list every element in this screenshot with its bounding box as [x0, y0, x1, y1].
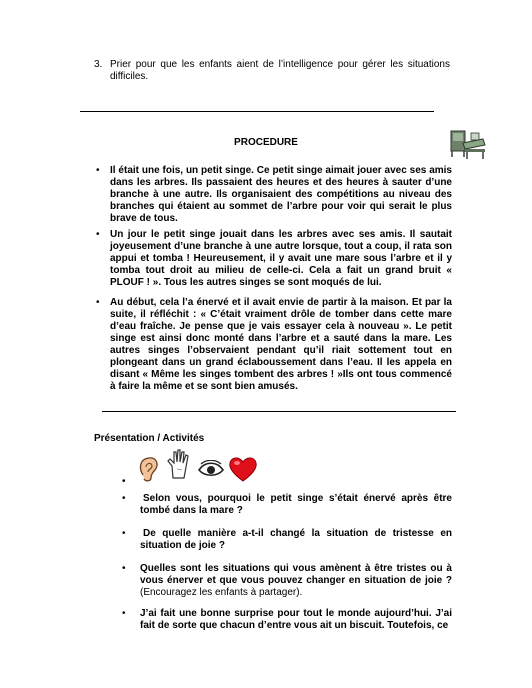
question-1: Selon vous, pourquoi le petit singe s’était énervé après être tombé dans la mare ? — [140, 493, 452, 516]
bullet: • — [96, 297, 100, 308]
procedure-paragraph-3: Au début, cela l’a énervé et il avait envie de partir à la maison. Et par la suite, il réfléchit : « C’était vraiment drôle de tomber dans cette mare d’eau fraîche. Je pense que je vais essayer cela à nouveau ». Le petit singe est ainsi donc monté dans l’arbre et a sauté dans la mare. Les autres singes l’observaient pendant qu’il riait sottement tout en plongeant dans un grand éclaboussement dans l’eau. Il les appela en disant « Même les singes tombent des arbres ! »Ils ont tous commencé à faire la même et se sont bien amusés. — [110, 297, 452, 392]
ear-icon — [137, 455, 161, 483]
bullet: • — [96, 165, 100, 176]
intro-number: 3. — [94, 59, 103, 70]
procedure-title: PROCEDURE — [234, 137, 298, 148]
procedure-paragraph-1: Il était une fois, un petit singe. Ce petit singe aimait jouer avec ses amis dans les arbres. Ils passaient des heures et des heures à sauter d’une branche à une autre. Ils organisaient des compétitions au niveau des branches qui étaient au sommet de l’arbre pour voir qui serait le plus brave de tous. — [110, 165, 452, 224]
intro-item-text: Prier pour que les enfants aient de l’intelligence pour gérer les situations difficiles. — [110, 59, 450, 82]
chalkboard-desk-icon — [449, 129, 487, 161]
bullet: • — [122, 563, 126, 574]
bullet: • — [122, 528, 126, 539]
question-2: De quelle manière a-t-il changé la situation de tristesse en situation de joie ? — [140, 528, 452, 551]
divider-bottom — [102, 411, 456, 412]
procedure-paragraph-2: Un jour le petit singe jouait dans les arbres avec ses amis. Il sautait joyeusement d’une branche à une autre lorsque, tout a coup, il rata son appui et tomba ! Heureusement, il y avait une mare sous l’arbre et il y tomba tout droit au milieu de celle-ci. Cela a fait un grand bruit « PLOUF ! ». Tous les autres singes se sont moqués de lui. — [110, 229, 452, 288]
bullet: • — [122, 608, 126, 619]
bullet: • — [96, 229, 100, 240]
eye-icon — [197, 460, 225, 478]
question-4: J’ai fait une bonne surprise pour tout le monde aujourd’hui. J’ai fait de sorte que chacun d’entre vous ait un biscuit. Toutefois, ce — [140, 608, 452, 631]
hand-icon — [165, 448, 193, 480]
bullet: • — [122, 493, 126, 504]
question-3-note: (Encouragez les enfants à partager). — [140, 587, 303, 598]
question-3 — [140, 563, 452, 599]
heart-icon — [228, 455, 258, 483]
question-3-text: Quelles sont les situations qui vous amènent à être tristes ou à vous énerver et que vous pouvez changer en situation de joie ? — [140, 563, 452, 586]
divider-top — [80, 111, 434, 112]
bullet: • — [122, 476, 126, 487]
activities-title: Présentation / Activités — [94, 433, 205, 444]
